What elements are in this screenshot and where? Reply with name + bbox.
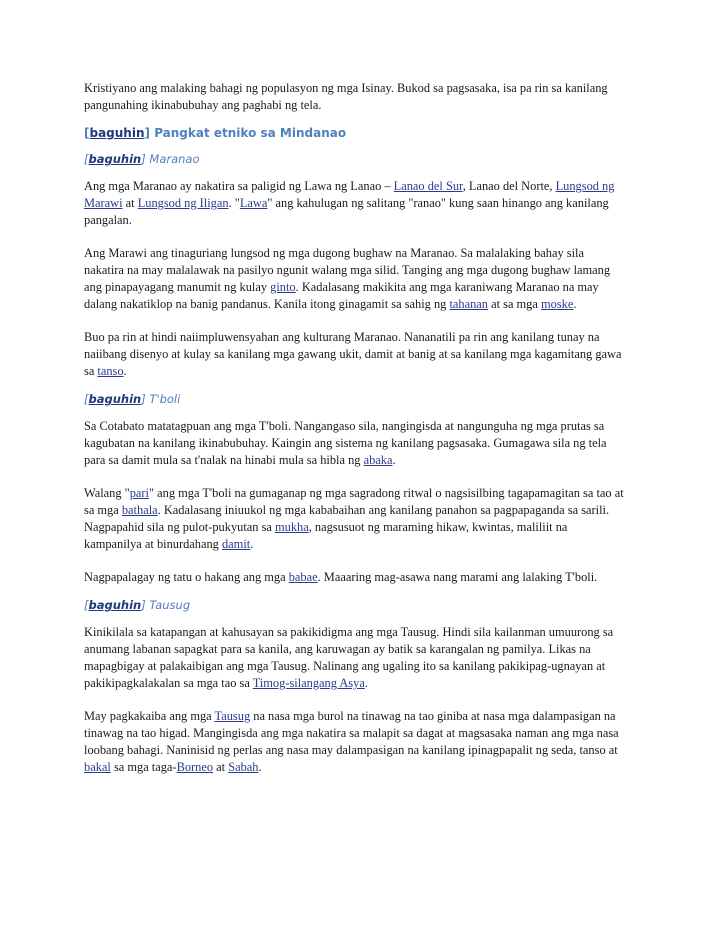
tboli-paragraph-2: Walang "pari" ang mga T'boli na gumaganap ng mga sagradong ritwal o nagsisilbing tagapamagitan sa tao at sa mga bathala. Kadalasang iniuukol ng mga kababaihan ang kanilang panahon sa pagpapaganda sa sarili. Nagpapahid sila ng pulot-pukyutan sa mukha, nagsusuot ng maraming hikaw, kwintas, maliliit na kampanilya at binurdahang damit. — [84, 486, 624, 551]
tausug-paragraph-1: Kinikilala sa katapangan at kahusayan sa pakikidigma ang mga Tausug. Hindi sila kailanman umuurong sa anumang labanan sapagkat para sa kanila, ang karuwagan ay batik sa karangalan ng pamilya. Likas na mapagbigay at palakaibigan ang mga Tausug. Nalinang ang ugaling ito sa kanilang pakikipag-ugnayan at pakikipagkalakalan sa mga tao sa Timog-silangang Asya. — [84, 625, 614, 690]
edit-link[interactable]: baguhin — [88, 392, 142, 406]
link-lungsod-ng-iligan[interactable]: Lungsod ng Iligan — [137, 196, 229, 210]
section-title: Pangkat etniko sa Mindanao — [154, 126, 347, 140]
link-lungsod-ng-marawi[interactable]: Lungsod ng Marawi — [84, 179, 615, 210]
subsection-heading-tboli: [baguhin] T'boli — [84, 392, 181, 406]
link-timog-silangang-asya[interactable]: Timog-silangang Asya — [252, 676, 365, 690]
edit-link[interactable]: baguhin — [88, 152, 142, 166]
section-heading-mindanao: [baguhin] Pangkat etniko sa Mindanao — [84, 126, 347, 140]
maranao-paragraph-3: Buo pa rin at hindi naiimpluwensyahan ang kulturang Maranao. Nananatili pa rin ang kanilang tunay na naiibang disenyo at kulay sa kanilang mga gawang ukit, damit at banig at sa kanilang mga kagamitang gawa sa tanso. — [84, 330, 622, 378]
link-tanso[interactable]: tanso — [97, 364, 124, 378]
subsection-title: Tausug — [149, 598, 191, 612]
link-bakal[interactable]: bakal — [84, 760, 111, 774]
link-lanao-del-sur[interactable]: Lanao del Sur — [393, 179, 463, 193]
link-bathala[interactable]: bathala — [121, 503, 158, 517]
link-mukha[interactable]: mukha — [274, 520, 309, 534]
link-lawa[interactable]: Lawa — [239, 196, 268, 210]
link-borneo[interactable]: Borneo — [176, 760, 214, 774]
subsection-heading-tausug: [baguhin] Tausug — [84, 598, 191, 612]
link-moske[interactable]: moske — [540, 297, 574, 311]
edit-link[interactable]: baguhin — [89, 126, 145, 140]
tausug-paragraph-2: May pagkakaiba ang mga Tausug na nasa mga burol na tinawag na tao giniba at nasa mga dalampasigan na tinawag na tao higad. Mangingisda ang mga nakatira sa malapit sa dagat at magsasaka naman ang mga nasa loobang bahagi. Naninisid ng perlas ang nasa may dalampasigan na kanilang ipinagpapalit ng seda, tanso at bakal sa mga taga-Borneo at Sabah. — [84, 709, 619, 774]
link-abaka[interactable]: abaka — [363, 453, 393, 467]
subsection-title: Maranao — [149, 152, 200, 166]
edit-link[interactable]: baguhin — [88, 598, 142, 612]
link-tahanan[interactable]: tahanan — [449, 297, 488, 311]
link-babae[interactable]: babae — [288, 570, 318, 584]
link-tausug[interactable]: Tausug — [214, 709, 251, 723]
subsection-heading-maranao: [baguhin] Maranao — [84, 152, 200, 166]
maranao-paragraph-2: Ang Marawi ang tinaguriang lungsod ng mga dugong bughaw na Maranao. Sa malalaking bahay sila nakatira na may malalawak na pasilyo ngunit walang mga silid. Tanging ang mga dugong bughaw lamang ang pinapayagang manumit ng kulay ginto. Kadalasang makikita ang mga karaniwang Maranao na may dalang nakatiklop na banig pandanus. Kanila itong ginagamit sa sahig ng tahanan at sa mga moske. — [84, 246, 611, 311]
link-ginto[interactable]: ginto — [270, 280, 296, 294]
tboli-paragraph-3: Nagpapalagay ng tatu o hakang ang mga babae. Maaaring mag-asawa nang marami ang lalaking T'boli. — [84, 570, 598, 584]
tboli-paragraph-1: Sa Cotabato matatagpuan ang mga T'boli. Nangangaso sila, nangingisda at nangunguha ng mga prutas sa kagubatan na kanilang ikinabubuhay. Kaingin ang sistema ng kanilang pagsasaka. Gumagawa sila ng tela para sa damit mula sa t'nalak na hinabi mula sa hibla ng abaka. — [84, 419, 607, 467]
link-sabah[interactable]: Sabah — [228, 760, 259, 774]
maranao-paragraph-1: Ang mga Maranao ay nakatira sa paligid ng Lawa ng Lanao – Lanao del Sur, Lanao del Norte, Lungsod ng Marawi at Lungsod ng Iligan. "Lawa" ang kahulugan ng salitang "ranao" kung saan hinango ang kanilang pangalan. — [84, 179, 615, 227]
link-damit[interactable]: damit — [221, 537, 251, 551]
link-pari[interactable]: pari — [129, 486, 149, 500]
subsection-title: T'boli — [149, 392, 181, 406]
intro-paragraph: Kristiyano ang malaking bahagi ng populasyon ng mga Isinay. Bukod sa pagsasaka, isa pa rin sa kanilang pangunahing ikinabubuhay ang paghabi ng tela. — [84, 81, 608, 112]
